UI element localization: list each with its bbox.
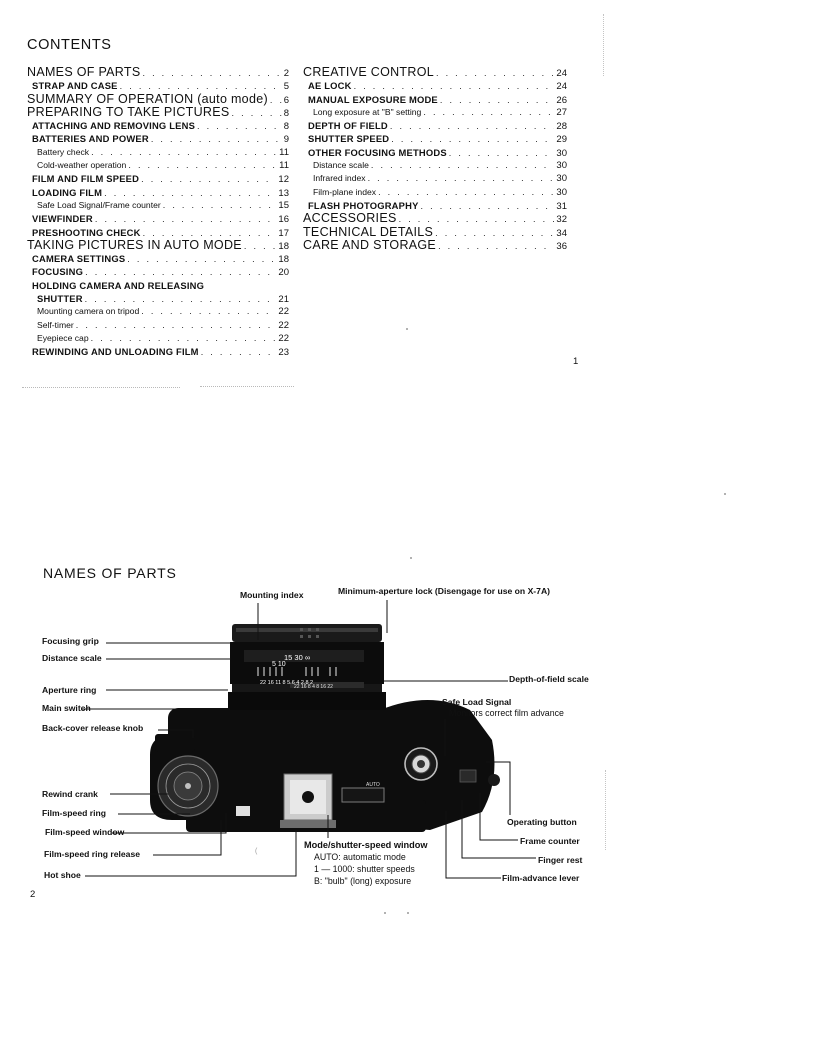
toc-entry-title: SHUTTER SPEED [308,133,390,145]
film-speed-window-drawing [236,806,250,816]
page-number: 2 [30,889,36,900]
toc-entry-page: 34 [556,227,567,239]
safe-load-desc: Monitors correct film advance [449,708,564,718]
toc-entry-page: 11 [279,160,289,172]
toc-entry-title: CARE AND STORAGE [303,237,437,252]
toc-entry-page: 21 [278,294,289,306]
names-of-parts-heading: NAMES OF PARTS [43,565,177,581]
label-mounting-index: Mounting index [240,590,304,600]
mode-speeds-desc: 1 — 1000: shutter speeds [314,864,415,874]
toc-entry-title: FLASH PHOTOGRAPHY [308,199,419,211]
toc-entry-title: TAKING PICTURES IN AUTO MODE [27,237,242,252]
rewind-crank-drawing [158,756,218,816]
toc-entry-page: 9 [283,134,289,146]
label-film-speed-ring: Film-speed ring [42,808,106,818]
toc-entry-page: 32 [556,214,567,226]
toc-entry-title: NAMES OF PARTS [27,65,141,79]
label-frame-counter: Frame counter [520,836,580,846]
operating-button-drawing [405,748,437,780]
toc-entry-title: TECHNICAL DETAILS [303,224,434,239]
toc-entry-page: 22 [278,332,289,344]
toc-entry-title: Battery check [37,146,90,157]
toc-entry-page: 28 [556,121,567,133]
toc-entry-title: FILM AND FILM SPEED [32,173,140,185]
aperture-numbers: 22 16 11 8 5.6 4 2.8 2 [260,680,314,686]
toc-entry-title: Eyepiece cap [37,332,89,343]
toc-entry-page: 27 [556,106,567,118]
label-rewind-crank: Rewind crank [42,789,98,799]
toc-entry-title: Infrared index [313,173,366,184]
label-depth-of-field-scale: Depth-of-field scale [509,674,589,684]
mode-bulb-desc: B: "bulb" (long) exposure [314,876,412,886]
label-film-speed-ring-release: Film-speed ring release [44,849,140,859]
distance-scale-numbers-b: 5 10 [272,661,286,668]
lens-barrel [228,624,386,710]
toc-entry-title: CAMERA SETTINGS [32,253,126,265]
toc-entry-page: 22 [278,319,289,331]
label-operating-button: Operating button [507,817,577,827]
toc-entry-page: 30 [556,173,567,185]
toc-entry-title: LOADING FILM [32,186,103,198]
toc-entry-page: 30 [556,147,567,159]
label-aperture-ring: Aperture ring [42,685,97,695]
toc-entry-page: 31 [556,200,567,212]
toc-entry-title: CREATIVE CONTROL [303,65,434,79]
toc-entry-page: 24 [556,81,567,93]
toc-entry-title: VIEWFINDER [32,213,93,225]
mode-auto-desc: AUTO: automatic mode [314,852,406,862]
svg-text:(: ( [255,848,258,855]
toc-entry-title: PRESHOOTING CHECK [32,226,141,238]
toc-entry-page: 36 [556,240,567,252]
toc-entry-page: 26 [556,94,567,106]
toc-entry-title: Self-timer [37,319,74,330]
toc-entry-title: Long exposure at "B" setting [313,106,422,117]
label-min-aperture-lock: Minimum-aperture lock (Disengage for use on X-7A) [338,586,551,596]
mode-dial-auto: AUTO [366,782,380,788]
toc-entry-page: 5 [283,81,289,93]
contents-heading: CONTENTS [27,37,112,53]
label-finger-rest: Finger rest [538,855,583,865]
toc-entry-page: 24 [556,68,567,79]
toc-entry-page: 29 [556,134,567,146]
toc-entry-title: Safe Load Signal/Frame counter [37,199,161,210]
dof-numbers: 22 16 8 4 8 16 22 [294,684,333,690]
toc-entry-title: AE LOCK [308,80,352,92]
label-mode-window: Mode/shutter-speed window [304,840,428,850]
toc-entry-page: 2 [283,68,289,79]
toc-entry-title: ATTACHING AND REMOVING LENS [32,120,196,132]
toc-entry-title: OTHER FOCUSING METHODS [308,146,447,158]
toc-entry-title: HOLDING CAMERA AND RELEASING [32,279,205,291]
toc-entry-page: 17 [278,227,289,239]
toc-entry-title: REWINDING AND UNLOADING FILM [32,346,199,358]
toc-entry-title: PREPARING TO TAKE PICTURES [27,104,230,119]
toc-entry-page: 11 [279,146,289,158]
toc-entry-page: 12 [278,174,289,186]
toc-entry-title: ACCESSORIES [303,211,397,226]
toc-entry-title: STRAP AND CASE [32,80,118,92]
label-hot-shoe: Hot shoe [44,870,81,880]
toc-entry-page: 16 [278,214,289,226]
toc-entry-title: Mounting camera on tripod [37,306,140,317]
distance-scale-numbers: 15 30 ∞ [284,653,311,662]
toc-entry-page: 23 [278,347,289,359]
toc-entry-page: 22 [278,306,289,318]
toc-entry-page: 8 [283,121,289,133]
toc-entry-page: 8 [283,107,289,119]
label-distance-scale: Distance scale [42,653,102,663]
label-focusing-grip: Focusing grip [42,636,99,646]
toc-entry-title: Cold-weather operation [37,160,127,171]
toc-entry-title: SUMMARY OF OPERATION (auto mode) [27,91,268,106]
page-number: 1 [573,356,579,367]
label-safe-load-signal: Safe Load Signal [442,697,512,707]
toc-entry-page: 15 [278,199,289,211]
toc-entry-title: MANUAL EXPOSURE MODE [308,93,438,105]
toc-entry-page: 20 [278,267,289,279]
toc-entry-title: Distance scale [313,160,369,171]
mode-window-drawing [342,788,384,802]
label-main-switch: Main switch [42,703,91,713]
toc-entry-page: 30 [556,186,567,198]
toc-entry-title: BATTERIES AND POWER [32,133,149,145]
toc-entry-page: 18 [278,240,289,252]
label-back-cover-release: Back-cover release knob [42,723,144,733]
toc-entry-title: DEPTH OF FIELD [308,120,388,132]
toc-entry-title: FOCUSING [32,266,84,278]
label-film-speed-window: Film-speed window [45,827,125,837]
toc-entry-title: SHUTTER [37,293,83,305]
toc-entry-page: 30 [556,160,567,172]
toc-entry-page: 18 [278,254,289,266]
toc-entry-page: 13 [278,187,289,199]
toc-entry-title: Film-plane index [313,186,377,197]
toc-entry-page: 6 [283,94,289,106]
label-film-advance-lever: Film-advance lever [502,873,580,883]
